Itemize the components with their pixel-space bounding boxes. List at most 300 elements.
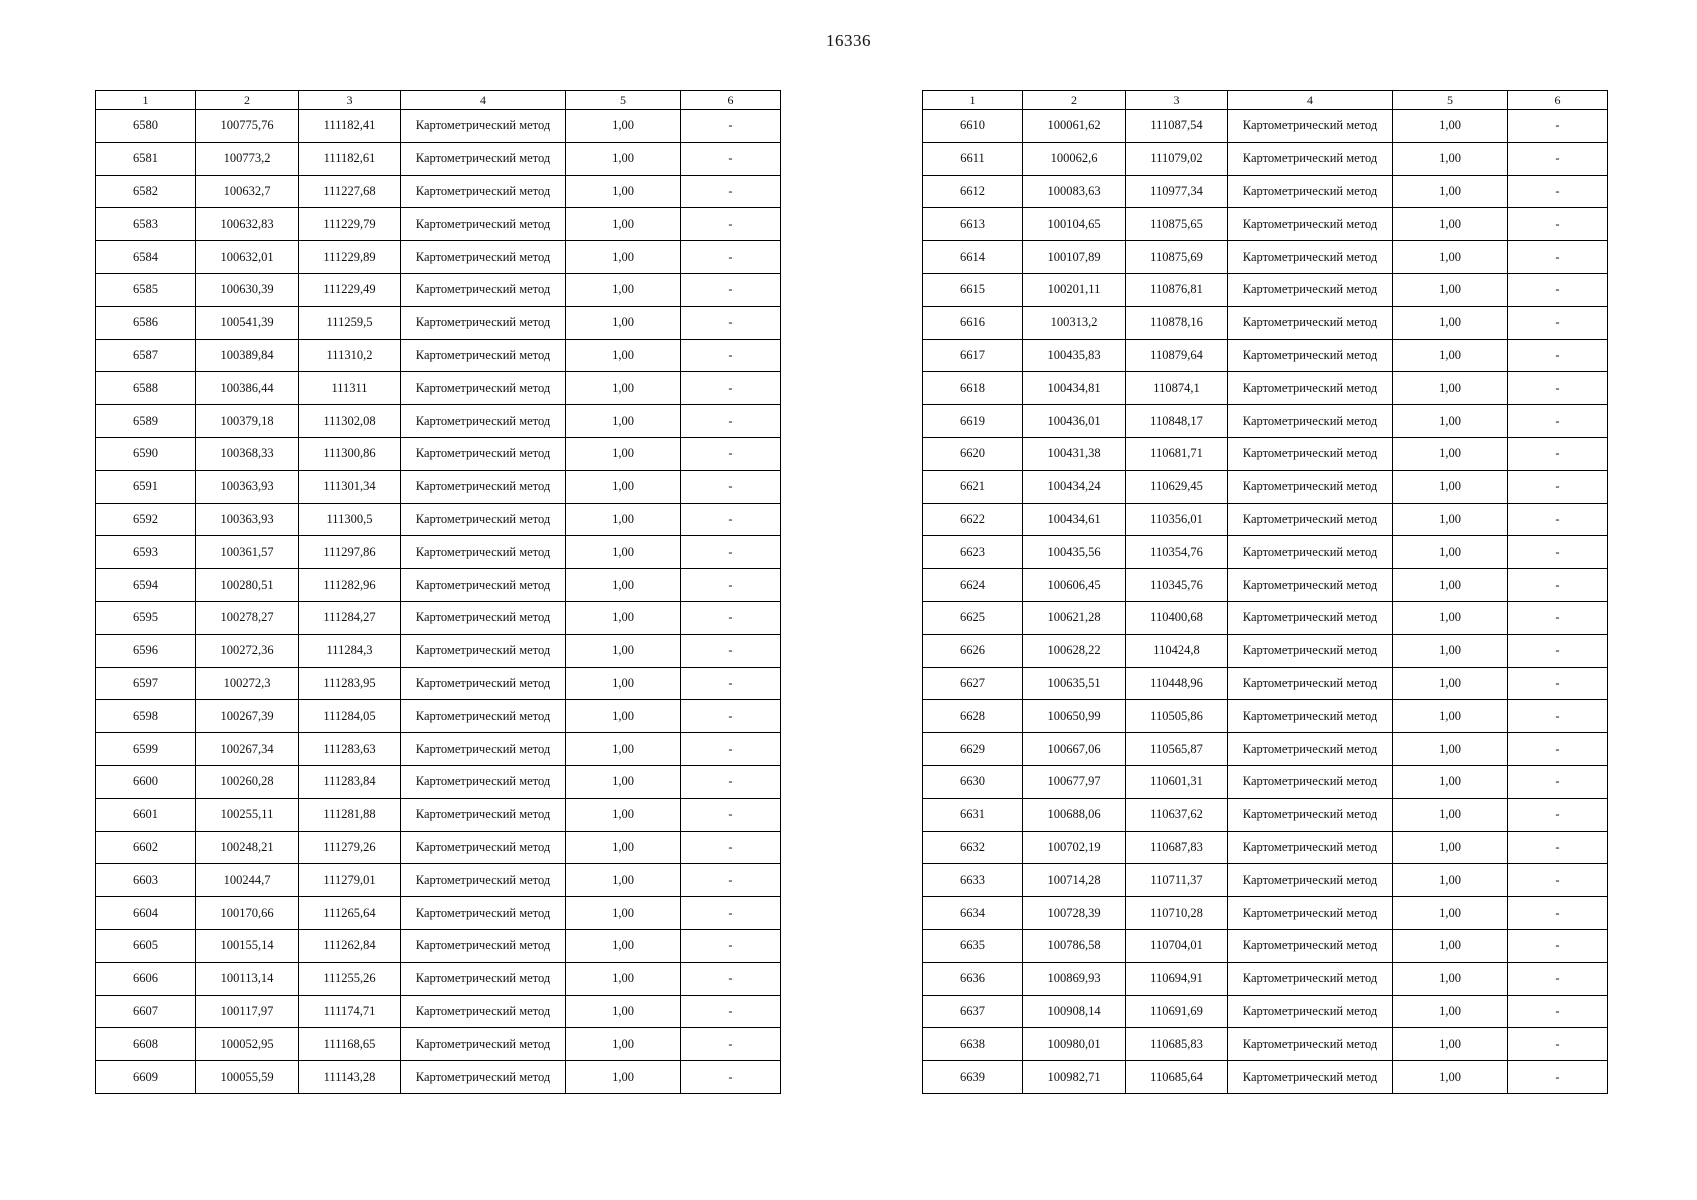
y-coordinate-cell: 111311 [299,372,401,405]
y-coordinate-cell: 110875,65 [1126,208,1228,241]
note-cell: - [681,273,781,306]
point-number-cell: 6631 [923,798,1023,831]
table-row [96,962,781,995]
point-number-cell: 6590 [96,437,196,470]
x-coordinate-cell: 100170,66 [196,897,299,930]
note-cell: - [681,798,781,831]
column-header-3: 3 [1126,91,1228,110]
x-coordinate-cell: 100368,33 [196,437,299,470]
table-row [96,142,781,175]
y-coordinate-cell: 110704,01 [1126,929,1228,962]
method-cell: Картометрический метод [1228,273,1393,306]
accuracy-cell: 1,00 [1393,405,1508,438]
method-cell: Картометрический метод [401,503,566,536]
method-cell: Картометрический метод [1228,995,1393,1028]
x-coordinate-cell: 100201,11 [1023,273,1126,306]
point-number-cell: 6604 [96,897,196,930]
x-coordinate-cell: 100786,58 [1023,929,1126,962]
x-coordinate-cell: 100688,06 [1023,798,1126,831]
y-coordinate-cell: 111227,68 [299,175,401,208]
method-cell: Картометрический метод [401,634,566,667]
table-row [923,241,1608,274]
note-cell: - [1508,110,1608,143]
x-coordinate-cell: 100280,51 [196,569,299,602]
table-row [96,765,781,798]
table-row [923,536,1608,569]
accuracy-cell: 1,00 [566,470,681,503]
y-coordinate-cell: 111284,3 [299,634,401,667]
table-row [923,601,1608,634]
note-cell: - [1508,667,1608,700]
table-row [923,306,1608,339]
x-coordinate-cell: 100775,76 [196,110,299,143]
point-number-cell: 6611 [923,142,1023,175]
method-cell: Картометрический метод [1228,470,1393,503]
y-coordinate-cell: 111283,95 [299,667,401,700]
point-number-cell: 6606 [96,962,196,995]
y-coordinate-cell: 110356,01 [1126,503,1228,536]
accuracy-cell: 1,00 [566,503,681,536]
y-coordinate-cell: 110879,64 [1126,339,1228,372]
point-number-cell: 6598 [96,700,196,733]
accuracy-cell: 1,00 [566,1061,681,1094]
note-cell: - [1508,700,1608,733]
accuracy-cell: 1,00 [1393,798,1508,831]
accuracy-cell: 1,00 [1393,962,1508,995]
method-cell: Картометрический метод [401,536,566,569]
coordinates-table-left [95,90,781,1094]
point-number-cell: 6605 [96,929,196,962]
note-cell: - [681,634,781,667]
note-cell: - [1508,897,1608,930]
point-number-cell: 6622 [923,503,1023,536]
y-coordinate-cell: 111284,05 [299,700,401,733]
note-cell: - [1508,536,1608,569]
table-row [96,208,781,241]
table-row [923,995,1608,1028]
table-row [923,273,1608,306]
x-coordinate-cell: 100379,18 [196,405,299,438]
table-row [923,142,1608,175]
method-cell: Картометрический метод [401,798,566,831]
method-cell: Картометрический метод [401,372,566,405]
x-coordinate-cell: 100361,57 [196,536,299,569]
method-cell: Картометрический метод [401,110,566,143]
method-cell: Картометрический метод [1228,962,1393,995]
accuracy-cell: 1,00 [1393,208,1508,241]
table-row [96,995,781,1028]
table-row [96,339,781,372]
method-cell: Картометрический метод [1228,929,1393,962]
accuracy-cell: 1,00 [566,437,681,470]
method-cell: Картометрический метод [1228,765,1393,798]
table-row [923,733,1608,766]
note-cell: - [681,1028,781,1061]
y-coordinate-cell: 111182,61 [299,142,401,175]
x-coordinate-cell: 100107,89 [1023,241,1126,274]
method-cell: Картометрический метод [401,208,566,241]
table-row [96,536,781,569]
table-header-row [96,91,781,110]
method-cell: Картометрический метод [401,470,566,503]
accuracy-cell: 1,00 [566,208,681,241]
table-row [96,634,781,667]
point-number-cell: 6635 [923,929,1023,962]
note-cell: - [1508,1028,1608,1061]
point-number-cell: 6593 [96,536,196,569]
y-coordinate-cell: 111279,26 [299,831,401,864]
note-cell: - [1508,634,1608,667]
x-coordinate-cell: 100632,01 [196,241,299,274]
accuracy-cell: 1,00 [566,339,681,372]
table-row [923,962,1608,995]
accuracy-cell: 1,00 [1393,339,1508,372]
point-number-cell: 6599 [96,733,196,766]
table-body [96,110,781,1094]
x-coordinate-cell: 100435,83 [1023,339,1126,372]
point-number-cell: 6601 [96,798,196,831]
table-row [96,667,781,700]
note-cell: - [681,733,781,766]
point-number-cell: 6623 [923,536,1023,569]
x-coordinate-cell: 100248,21 [196,831,299,864]
y-coordinate-cell: 111297,86 [299,536,401,569]
x-coordinate-cell: 100702,19 [1023,831,1126,864]
note-cell: - [1508,962,1608,995]
table-row [923,765,1608,798]
method-cell: Картометрический метод [401,1061,566,1094]
method-cell: Картометрический метод [1228,175,1393,208]
note-cell: - [681,569,781,602]
x-coordinate-cell: 100061,62 [1023,110,1126,143]
column-header-5: 5 [1393,91,1508,110]
note-cell: - [681,700,781,733]
note-cell: - [681,339,781,372]
point-number-cell: 6633 [923,864,1023,897]
accuracy-cell: 1,00 [1393,175,1508,208]
y-coordinate-cell: 111229,49 [299,273,401,306]
table-row [923,1061,1608,1094]
y-coordinate-cell: 110601,31 [1126,765,1228,798]
note-cell: - [1508,733,1608,766]
table-row [96,110,781,143]
point-number-cell: 6637 [923,995,1023,1028]
accuracy-cell: 1,00 [1393,470,1508,503]
note-cell: - [1508,1061,1608,1094]
y-coordinate-cell: 111302,08 [299,405,401,438]
y-coordinate-cell: 111229,89 [299,241,401,274]
method-cell: Картометрический метод [1228,733,1393,766]
x-coordinate-cell: 100728,39 [1023,897,1126,930]
method-cell: Картометрический метод [1228,306,1393,339]
x-coordinate-cell: 100541,39 [196,306,299,339]
y-coordinate-cell: 111168,65 [299,1028,401,1061]
x-coordinate-cell: 100434,24 [1023,470,1126,503]
y-coordinate-cell: 111284,27 [299,601,401,634]
column-header-5: 5 [566,91,681,110]
x-coordinate-cell: 100632,83 [196,208,299,241]
accuracy-cell: 1,00 [566,306,681,339]
column-header-6: 6 [681,91,781,110]
accuracy-cell: 1,00 [566,733,681,766]
x-coordinate-cell: 100628,22 [1023,634,1126,667]
note-cell: - [1508,306,1608,339]
table-row [96,798,781,831]
accuracy-cell: 1,00 [566,569,681,602]
accuracy-cell: 1,00 [1393,995,1508,1028]
note-cell: - [681,470,781,503]
method-cell: Картометрический метод [401,339,566,372]
point-number-cell: 6603 [96,864,196,897]
y-coordinate-cell: 111174,71 [299,995,401,1028]
y-coordinate-cell: 110977,34 [1126,175,1228,208]
table-header-row [923,91,1608,110]
x-coordinate-cell: 100363,93 [196,503,299,536]
accuracy-cell: 1,00 [566,175,681,208]
method-cell: Картометрический метод [401,831,566,864]
x-coordinate-cell: 100117,97 [196,995,299,1028]
x-coordinate-cell: 100621,28 [1023,601,1126,634]
note-cell: - [1508,470,1608,503]
y-coordinate-cell: 110345,76 [1126,569,1228,602]
y-coordinate-cell: 111281,88 [299,798,401,831]
y-coordinate-cell: 110448,96 [1126,667,1228,700]
method-cell: Картометрический метод [401,273,566,306]
x-coordinate-cell: 100632,7 [196,175,299,208]
table-row [96,733,781,766]
x-coordinate-cell: 100062,6 [1023,142,1126,175]
accuracy-cell: 1,00 [566,1028,681,1061]
method-cell: Картометрический метод [1228,372,1393,405]
table-row [96,897,781,930]
y-coordinate-cell: 111255,26 [299,962,401,995]
table-row [96,470,781,503]
point-number-cell: 6585 [96,273,196,306]
method-cell: Картометрический метод [401,405,566,438]
accuracy-cell: 1,00 [566,372,681,405]
note-cell: - [1508,864,1608,897]
accuracy-cell: 1,00 [566,864,681,897]
x-coordinate-cell: 100431,38 [1023,437,1126,470]
point-number-cell: 6617 [923,339,1023,372]
x-coordinate-cell: 100436,01 [1023,405,1126,438]
note-cell: - [1508,503,1608,536]
method-cell: Картометрический метод [401,700,566,733]
note-cell: - [681,175,781,208]
table-row [923,437,1608,470]
accuracy-cell: 1,00 [1393,372,1508,405]
point-number-cell: 6629 [923,733,1023,766]
x-coordinate-cell: 100606,45 [1023,569,1126,602]
table-row [96,831,781,864]
note-cell: - [681,1061,781,1094]
y-coordinate-cell: 111079,02 [1126,142,1228,175]
table-row [96,372,781,405]
x-coordinate-cell: 100104,65 [1023,208,1126,241]
point-number-cell: 6581 [96,142,196,175]
accuracy-cell: 1,00 [1393,110,1508,143]
method-cell: Картометрический метод [401,569,566,602]
y-coordinate-cell: 110681,71 [1126,437,1228,470]
y-coordinate-cell: 111259,5 [299,306,401,339]
point-number-cell: 6628 [923,700,1023,733]
x-coordinate-cell: 100244,7 [196,864,299,897]
method-cell: Картометрический метод [401,995,566,1028]
note-cell: - [681,110,781,143]
note-cell: - [681,897,781,930]
note-cell: - [681,405,781,438]
table-row [96,306,781,339]
note-cell: - [681,372,781,405]
x-coordinate-cell: 100255,11 [196,798,299,831]
accuracy-cell: 1,00 [1393,634,1508,667]
accuracy-cell: 1,00 [1393,1028,1508,1061]
accuracy-cell: 1,00 [566,962,681,995]
table-row [923,897,1608,930]
x-coordinate-cell: 100363,93 [196,470,299,503]
point-number-cell: 6632 [923,831,1023,864]
x-coordinate-cell: 100267,39 [196,700,299,733]
point-number-cell: 6582 [96,175,196,208]
note-cell: - [681,962,781,995]
x-coordinate-cell: 100055,59 [196,1061,299,1094]
y-coordinate-cell: 111279,01 [299,864,401,897]
point-number-cell: 6610 [923,110,1023,143]
x-coordinate-cell: 100267,34 [196,733,299,766]
table-row [923,634,1608,667]
point-number-cell: 6613 [923,208,1023,241]
table-row [923,864,1608,897]
method-cell: Картометрический метод [401,733,566,766]
y-coordinate-cell: 110694,91 [1126,962,1228,995]
note-cell: - [1508,798,1608,831]
method-cell: Картометрический метод [401,1028,566,1061]
note-cell: - [681,929,781,962]
point-number-cell: 6618 [923,372,1023,405]
accuracy-cell: 1,00 [566,667,681,700]
table-row [923,405,1608,438]
accuracy-cell: 1,00 [1393,536,1508,569]
point-number-cell: 6630 [923,765,1023,798]
method-cell: Картометрический метод [1228,110,1393,143]
point-number-cell: 6634 [923,897,1023,930]
method-cell: Картометрический метод [401,765,566,798]
method-cell: Картометрический метод [1228,1028,1393,1061]
x-coordinate-cell: 100677,97 [1023,765,1126,798]
point-number-cell: 6612 [923,175,1023,208]
note-cell: - [1508,405,1608,438]
table-row [923,700,1608,733]
point-number-cell: 6588 [96,372,196,405]
x-coordinate-cell: 100773,2 [196,142,299,175]
point-number-cell: 6596 [96,634,196,667]
y-coordinate-cell: 110711,37 [1126,864,1228,897]
table-row [923,470,1608,503]
y-coordinate-cell: 111300,5 [299,503,401,536]
method-cell: Картометрический метод [1228,241,1393,274]
note-cell: - [1508,437,1608,470]
table-row [923,372,1608,405]
point-number-cell: 6624 [923,569,1023,602]
table-row [923,1028,1608,1061]
method-cell: Картометрический метод [401,175,566,208]
point-number-cell: 6583 [96,208,196,241]
note-cell: - [1508,601,1608,634]
note-cell: - [1508,175,1608,208]
method-cell: Картометрический метод [1228,536,1393,569]
y-coordinate-cell: 111143,28 [299,1061,401,1094]
table-row [96,569,781,602]
accuracy-cell: 1,00 [566,601,681,634]
method-cell: Картометрический метод [1228,142,1393,175]
accuracy-cell: 1,00 [566,765,681,798]
note-cell: - [681,601,781,634]
table-row [923,667,1608,700]
table-row [96,601,781,634]
accuracy-cell: 1,00 [1393,273,1508,306]
y-coordinate-cell: 110637,62 [1126,798,1228,831]
point-number-cell: 6626 [923,634,1023,667]
x-coordinate-cell: 100155,14 [196,929,299,962]
table-row [96,437,781,470]
point-number-cell: 6597 [96,667,196,700]
x-coordinate-cell: 100908,14 [1023,995,1126,1028]
y-coordinate-cell: 111300,86 [299,437,401,470]
y-coordinate-cell: 111229,79 [299,208,401,241]
accuracy-cell: 1,00 [566,536,681,569]
x-coordinate-cell: 100272,3 [196,667,299,700]
note-cell: - [1508,569,1608,602]
method-cell: Картометрический метод [1228,897,1393,930]
method-cell: Картометрический метод [1228,339,1393,372]
note-cell: - [681,995,781,1028]
column-header-6: 6 [1508,91,1608,110]
x-coordinate-cell: 100434,81 [1023,372,1126,405]
accuracy-cell: 1,00 [1393,897,1508,930]
accuracy-cell: 1,00 [566,929,681,962]
x-coordinate-cell: 100113,14 [196,962,299,995]
table-row [96,700,781,733]
y-coordinate-cell: 110685,83 [1126,1028,1228,1061]
column-header-2: 2 [1023,91,1126,110]
method-cell: Картометрический метод [401,142,566,175]
point-number-cell: 6639 [923,1061,1023,1094]
method-cell: Картометрический метод [401,437,566,470]
table-row [96,1061,781,1094]
table-row [923,175,1608,208]
y-coordinate-cell: 111310,2 [299,339,401,372]
method-cell: Картометрический метод [401,306,566,339]
y-coordinate-cell: 111087,54 [1126,110,1228,143]
column-header-1: 1 [96,91,196,110]
x-coordinate-cell: 100435,56 [1023,536,1126,569]
note-cell: - [681,503,781,536]
point-number-cell: 6607 [96,995,196,1028]
point-number-cell: 6620 [923,437,1023,470]
y-coordinate-cell: 110878,16 [1126,306,1228,339]
method-cell: Картометрический метод [1228,601,1393,634]
y-coordinate-cell: 111283,84 [299,765,401,798]
accuracy-cell: 1,00 [566,110,681,143]
x-coordinate-cell: 100278,27 [196,601,299,634]
y-coordinate-cell: 110354,76 [1126,536,1228,569]
accuracy-cell: 1,00 [1393,700,1508,733]
accuracy-cell: 1,00 [1393,765,1508,798]
method-cell: Картометрический метод [401,864,566,897]
point-number-cell: 6625 [923,601,1023,634]
y-coordinate-cell: 110400,68 [1126,601,1228,634]
point-number-cell: 6591 [96,470,196,503]
